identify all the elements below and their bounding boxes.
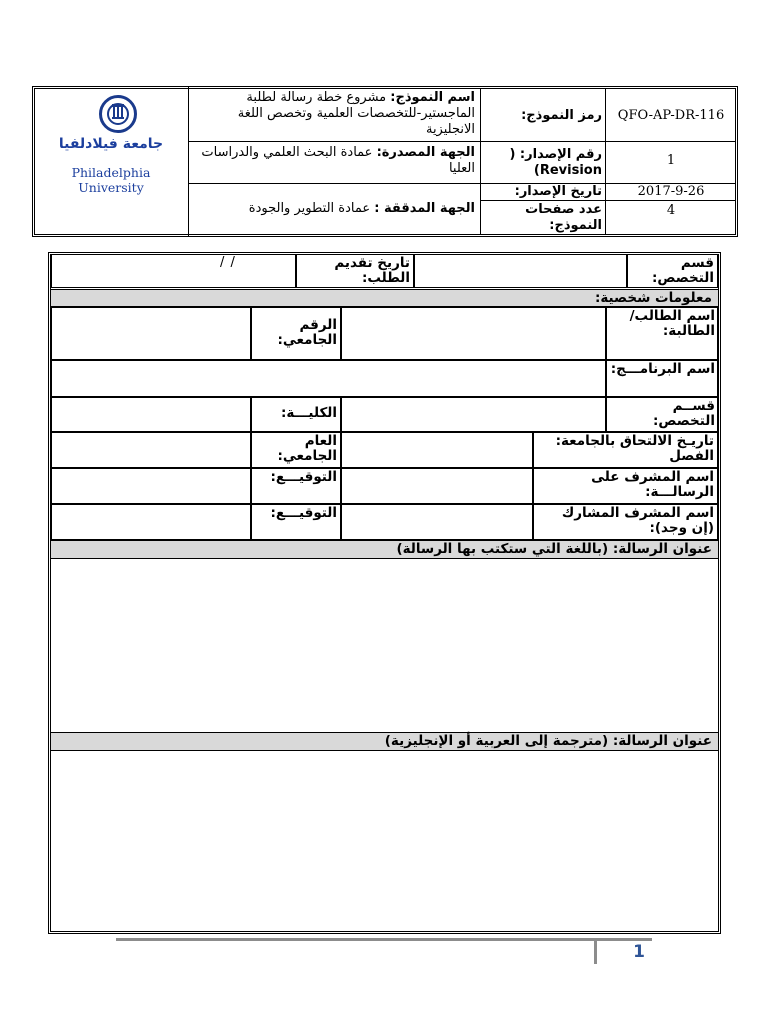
issuer — [193, 145, 475, 177]
auditor-value: عمادة التطوير والجودة — [248, 201, 375, 216]
form-name — [193, 90, 475, 138]
university-logo — [99, 95, 137, 133]
personal-info-header: معلومات شخصية: — [51, 289, 718, 307]
signature1-input[interactable] — [51, 468, 251, 504]
dept-label: قسم التخصص: — [651, 256, 714, 286]
revision-value: 1 — [666, 153, 676, 168]
issuer-label: الجهة المصدرة: — [376, 145, 475, 160]
dept2-label: قســم التخصص: — [652, 399, 715, 429]
student-id-input[interactable] — [51, 307, 251, 360]
program-input[interactable] — [51, 360, 606, 397]
co-supervisor-input[interactable] — [341, 504, 533, 540]
signature2-label: التوقيـــع: — [270, 506, 337, 521]
enroll-label: تاريـخ الالتحاق بالجامعة: الفصل — [555, 434, 714, 464]
form-code-label: رمز النموذج: — [521, 108, 602, 123]
student-name-input[interactable] — [341, 307, 606, 360]
student-id-label: الرقم الجامعي: — [277, 318, 337, 348]
thesis-title-translated-header: عنوان الرسالة: (مترجمة إلى العربية أو الإنجليزية) — [51, 732, 718, 751]
university-name-ar: جامعة فيلادلفيا — [58, 136, 164, 152]
submit-date-label: تاريخ تقديم الطلب: — [334, 256, 410, 286]
supervisor-label: اسم المشرف على الرسالـــة: — [591, 470, 714, 500]
issuer-value: عمادة البحث العلمي والدراسات العليا — [201, 145, 475, 176]
dept2-input[interactable] — [341, 397, 606, 432]
academic-year-label: العام الجامعي: — [277, 434, 337, 464]
program-label: اسم البرنامـــج: — [610, 362, 715, 377]
header-divider — [605, 88, 606, 235]
thesis-title-area[interactable] — [51, 559, 718, 732]
co-supervisor-label: اسم المشرف المشارك (إن وجد): — [561, 506, 714, 536]
academic-year-input[interactable] — [51, 432, 251, 468]
footer-rule — [116, 938, 652, 941]
enroll-input[interactable] — [341, 432, 533, 468]
header-divider — [480, 200, 736, 201]
auditor-label: الجهة المدققة : — [374, 201, 475, 216]
pages-label: عدد صفحات النموذج: — [525, 202, 602, 233]
faculty-input[interactable] — [51, 397, 251, 432]
faculty-label: الكليـــة: — [281, 406, 337, 421]
form-name-value: مشروع خطة رسالة لطلبة الماجستير-للتخصصات العلمية وتخصص اللغة الانجليزية — [237, 90, 475, 137]
footer-divider — [594, 940, 597, 964]
thesis-title-header: عنوان الرسالة: (باللغة التي ستكتب بها الرسالة) — [51, 540, 718, 559]
university-name-en: Philadelphia University — [71, 165, 151, 195]
supervisor-input[interactable] — [341, 468, 533, 504]
issue-date-value: 2017-9-26 — [637, 184, 705, 199]
thesis-title-translated-area[interactable] — [51, 751, 718, 931]
form-code-value: QFO-AP-DR-116 — [617, 108, 725, 123]
issue-date-label: تاريخ الإصدار: — [514, 184, 602, 199]
pages-value: 4 — [666, 203, 676, 218]
signature2-input[interactable] — [51, 504, 251, 540]
page-number: 1 — [633, 942, 645, 962]
submit-date-slashes: / / — [220, 255, 236, 270]
dept-input[interactable] — [414, 254, 627, 288]
revision-label: رقم الإصدار: ( Revision) — [509, 147, 602, 178]
auditor — [193, 201, 475, 216]
header-divider — [480, 88, 481, 235]
form-name-label: اسم النموذج: — [390, 90, 475, 105]
signature1-label: التوقيـــع: — [270, 470, 337, 485]
header-divider — [189, 141, 736, 142]
student-name-label: اسم الطالب/الطالبة: — [629, 309, 715, 339]
